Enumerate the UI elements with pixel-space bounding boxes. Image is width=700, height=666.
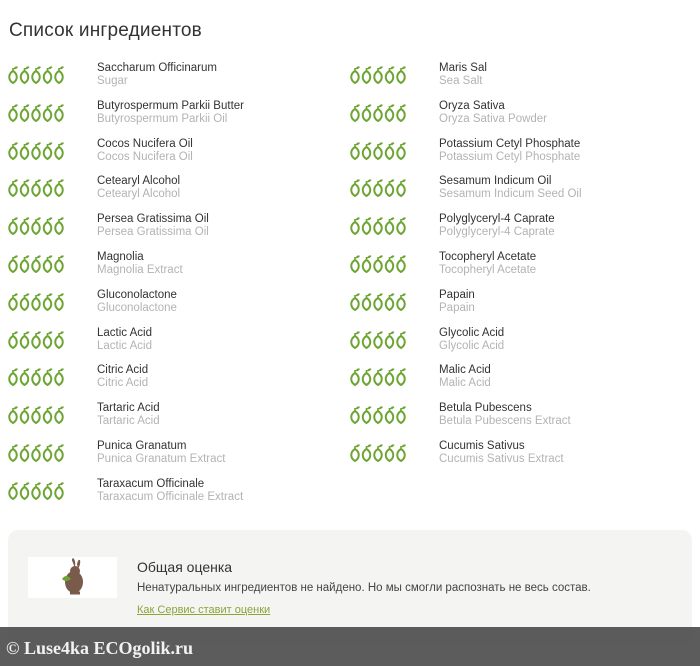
ingredient-common-name: Persea Gratissima Oil	[97, 226, 209, 239]
ingredient-row	[8, 402, 338, 440]
ingredient-row	[350, 402, 680, 440]
ingredient-common-name: Taraxacum Officinale Extract	[97, 490, 244, 503]
ingredient-row	[8, 364, 338, 402]
ingredient-names	[439, 440, 564, 466]
ingredient-latin-name: Citric Acid	[97, 364, 149, 377]
ingredient-names	[439, 213, 555, 239]
ingredient-common-name: Magnolia Extract	[97, 263, 183, 276]
ingredient-row	[8, 327, 338, 365]
five-leaf-rating-icon	[8, 217, 64, 235]
ingredient-names	[97, 251, 183, 277]
ingredient-row	[350, 138, 680, 176]
ingredient-latin-name: Oryza Sativa	[439, 99, 505, 112]
ingredient-row	[350, 251, 680, 289]
ingredient-common-name: Cucumis Sativus Extract	[439, 452, 564, 465]
ingredient-row	[8, 289, 338, 327]
ingredient-common-name: Betula Pubescens Extract	[439, 415, 571, 428]
ingredient-row	[350, 289, 680, 327]
ingredient-common-name: Cocos Nucifera Oil	[97, 150, 193, 163]
five-leaf-rating-icon	[8, 142, 64, 160]
five-leaf-rating-icon	[350, 179, 406, 197]
ingredient-latin-name: Betula Pubescens	[439, 402, 532, 415]
five-leaf-rating-icon	[8, 104, 64, 122]
ingredient-latin-name: Maris Sal	[439, 62, 487, 74]
ingredient-row	[8, 100, 338, 138]
ingredient-names	[439, 175, 582, 201]
ingredient-names	[439, 251, 536, 277]
ingredient-names	[97, 327, 152, 353]
ingredient-latin-name: Cetearyl Alcohol	[97, 175, 181, 188]
five-leaf-rating-icon	[8, 482, 64, 500]
ingredient-names	[97, 440, 225, 466]
five-leaf-rating-icon	[350, 142, 406, 160]
ingredient-latin-name: Punica Granatum	[97, 439, 187, 452]
ingredient-row	[8, 62, 338, 100]
ingredient-common-name: Malic Acid	[439, 377, 491, 390]
ingredient-names	[97, 402, 160, 428]
ingredient-row	[8, 138, 338, 176]
five-leaf-rating-icon	[350, 217, 406, 235]
ingredients-title: Список ингредиентов	[9, 20, 202, 41]
five-leaf-rating-icon	[8, 66, 64, 84]
five-leaf-rating-icon	[350, 331, 406, 349]
ingredient-names	[97, 364, 148, 390]
ingredient-latin-name: Magnolia	[97, 250, 144, 263]
ingredient-latin-name: Lactic Acid	[97, 326, 152, 339]
ingredient-latin-name: Gluconolactone	[97, 288, 177, 301]
ingredient-names	[97, 138, 193, 164]
ingredient-latin-name: Taraxacum Officinale	[97, 477, 205, 490]
ingredient-names	[97, 62, 217, 88]
ingredient-row	[350, 364, 680, 402]
ingredient-common-name: Lactic Acid	[97, 339, 152, 352]
ingredient-latin-name: Potassium Cetyl Phosphate	[439, 137, 581, 150]
ingredient-names	[439, 364, 491, 390]
ingredient-common-name: Sea Salt	[439, 75, 483, 87]
ingredient-latin-name: Butyrospermum Parkii Butter	[97, 99, 244, 112]
ingredients-column-left	[8, 62, 338, 516]
ingredient-common-name: Punica Granatum Extract	[97, 452, 226, 465]
ingredient-row	[8, 251, 338, 289]
ingredient-latin-name: Polyglyceryl-4 Caprate	[439, 213, 555, 226]
ingredient-common-name: Sugar	[97, 75, 128, 87]
watermark: © Luse4ka ECOgolik.ru	[6, 638, 193, 658]
ingredient-common-name: Tocopheryl Acetate	[439, 263, 537, 276]
ingredient-latin-name: Tartaric Acid	[97, 402, 160, 415]
ingredient-names	[97, 289, 177, 315]
summary-title: Общая оценка	[137, 559, 233, 575]
ingredient-common-name: Polyglyceryl-4 Caprate	[439, 226, 555, 239]
ingredient-row	[350, 213, 680, 251]
ingredient-names	[97, 100, 244, 126]
ingredient-common-name: Gluconolactone	[97, 301, 177, 314]
ingredient-common-name: Tartaric Acid	[97, 415, 160, 428]
five-leaf-rating-icon	[350, 444, 406, 462]
ingredient-common-name: Cetearyl Alcohol	[97, 188, 181, 201]
five-leaf-rating-icon	[350, 255, 406, 273]
ingredient-common-name: Butyrospermum Parkii Oil	[97, 112, 228, 125]
five-leaf-rating-icon	[350, 104, 406, 122]
rating-method-link[interactable]: Как Сервис ставит оценки	[137, 604, 271, 616]
ingredient-names	[439, 62, 487, 88]
ingredient-latin-name: Cocos Nucifera Oil	[97, 137, 193, 150]
ingredient-row	[350, 175, 680, 213]
ingredients-column-right	[350, 62, 680, 478]
ingredient-names	[97, 175, 180, 201]
five-leaf-rating-icon	[8, 255, 64, 273]
ingredient-common-name: Papain	[439, 301, 475, 314]
ingredient-row	[350, 100, 680, 138]
ingredient-latin-name: Sesamum Indicum Oil	[439, 175, 552, 188]
ingredient-row	[8, 440, 338, 478]
ingredient-row	[8, 175, 338, 213]
ingredient-row	[8, 478, 338, 516]
ingredient-row	[8, 213, 338, 251]
ingredient-names	[97, 213, 209, 239]
five-leaf-rating-icon	[8, 293, 64, 311]
ingredient-common-name: Glycolic Acid	[439, 339, 505, 352]
ingredient-names	[439, 100, 547, 126]
rabbit-logo-icon	[28, 557, 117, 598]
ingredient-latin-name: Tocopheryl Acetate	[439, 250, 537, 263]
ingredient-common-name: Citric Acid	[97, 377, 149, 390]
five-leaf-rating-icon	[8, 368, 64, 386]
five-leaf-rating-icon	[350, 406, 406, 424]
ingredient-latin-name: Papain	[439, 288, 475, 301]
ingredient-row	[350, 62, 680, 100]
five-leaf-rating-icon	[350, 368, 406, 386]
ingredient-names	[439, 402, 571, 428]
ingredient-names	[439, 138, 580, 164]
summary-text: Ненатуральных ингредиентов не найдено. Но мы смогли распознать не весь состав.	[137, 582, 591, 594]
ingredient-names	[97, 478, 243, 504]
five-leaf-rating-icon	[350, 293, 406, 311]
five-leaf-rating-icon	[8, 406, 64, 424]
ingredient-latin-name: Malic Acid	[439, 364, 491, 377]
ingredient-latin-name: Cucumis Sativus	[439, 439, 525, 452]
five-leaf-rating-icon	[350, 66, 406, 84]
ingredient-latin-name: Persea Gratissima Oil	[97, 213, 209, 226]
five-leaf-rating-icon	[8, 331, 64, 349]
ingredient-common-name: Sesamum Indicum Seed Oil	[439, 188, 582, 201]
ingredient-row	[350, 327, 680, 365]
ingredient-names	[439, 289, 475, 315]
ingredient-common-name: Oryza Sativa Powder	[439, 112, 548, 125]
ingredient-latin-name: Saccharum Officinarum	[97, 62, 217, 74]
ingredient-common-name: Potassium Cetyl Phosphate	[439, 150, 581, 163]
ingredient-names	[439, 327, 504, 353]
five-leaf-rating-icon	[8, 444, 64, 462]
ingredient-latin-name: Glycolic Acid	[439, 326, 505, 339]
five-leaf-rating-icon	[8, 179, 64, 197]
ingredient-row	[350, 440, 680, 478]
